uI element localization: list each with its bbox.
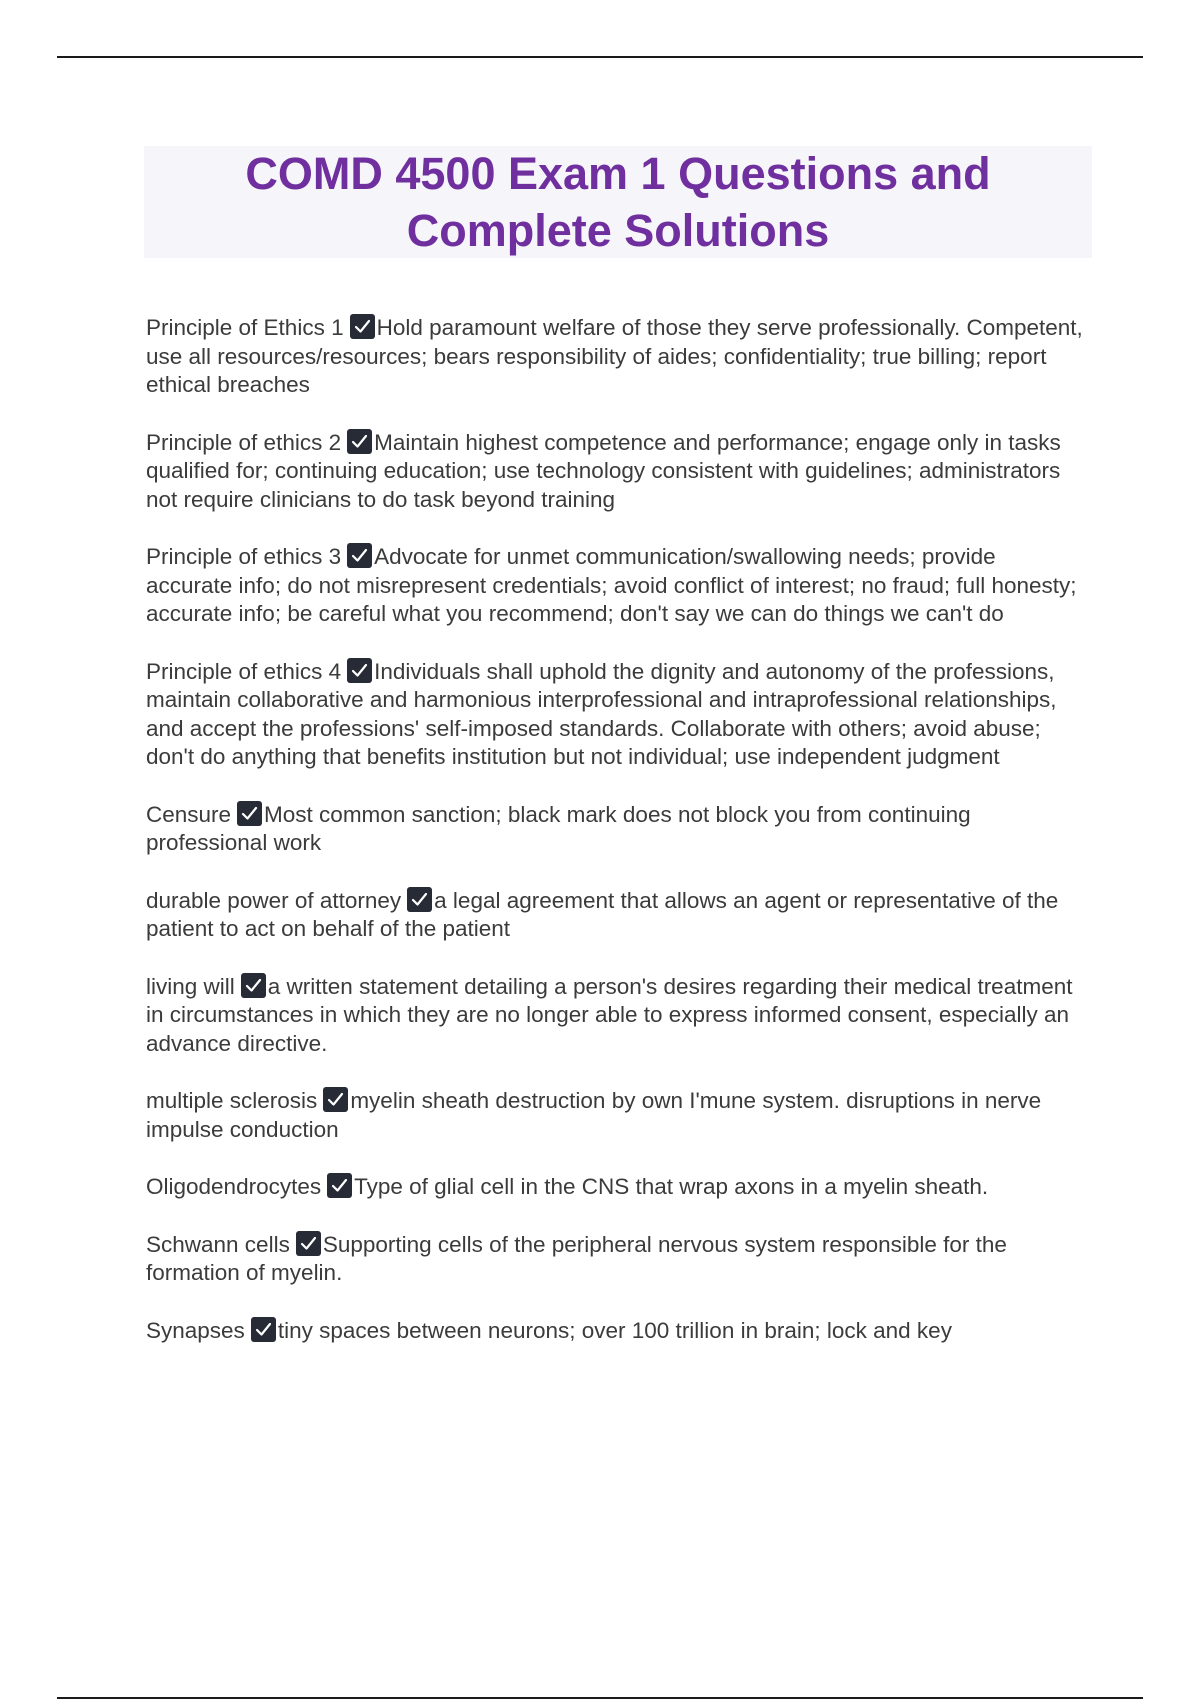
checkmark-icon [347,429,372,454]
qa-item [146,314,1086,400]
checkmark-icon [241,973,266,998]
qa-item [146,973,1086,1059]
checkmark-icon [237,801,262,826]
qa-answer: Supporting cells of the peripheral nervous system responsible for the formation of myelin. [146,1231,1007,1285]
qa-answer: Advocate for unmet communication/swallowing needs; provide accurate info; do not misrepresent credentials; avoid conflict of interest; no fraud; full honesty; accurate info; be careful what you recommend; don't say we can do things we can't do [146,544,1077,626]
qa-answer: Individuals shall uphold the dignity and autonomy of the professions, maintain collaborative and harmonious interprofessional and intraprofessional relationships, and accept the professions' self-imposed standards. Collaborate with others; avoid abuse; don't do anything that benefits institution but not individual; use independent judgment [146,658,1057,769]
qa-item [146,429,1086,515]
qa-term: Principle of ethics 2 [146,429,342,455]
checkmark-icon [296,1231,321,1256]
qa-term: multiple sclerosis [146,1088,318,1113]
checkmark-icon [350,314,375,339]
title-banner [144,146,1092,258]
page-title: COMD 4500 Exam 1 Questions and Complete Solutions [245,148,991,256]
qa-item [146,1173,1086,1202]
qa-term: living will [146,973,235,999]
qa-item [146,543,1086,629]
checkmark-icon [347,658,372,683]
qa-term: Principle of ethics 3 [146,544,342,569]
qa-item [146,1231,1086,1288]
qa-term: Oligodendrocytes [146,1174,322,1199]
qa-answer: a legal agreement that allows an agent or representative of the patient to act on behalf of the patient [146,887,1059,941]
qa-term: Principle of Ethics 1 [146,315,344,340]
qa-term: Synapses [146,1317,245,1343]
qa-answer: Hold paramount welfare of those they serve professionally. Competent, use all resources/resources; bears responsibility of aides; confidentiality; true billing; report ethical breaches [146,315,1083,397]
qa-item [146,887,1086,944]
checkmark-icon [407,887,432,912]
qa-answer: a written statement detailing a person's desires regarding their medical treatment in circumstances in which they are no longer able to express informed consent, especially an advance directive. [146,973,1073,1056]
qa-answer: tiny spaces between neurons; over 100 trillion in brain; lock and key [277,1317,952,1343]
qa-term: Censure [146,801,232,827]
qa-list [146,314,1086,1374]
qa-answer: Type of glial cell in the CNS that wrap axons in a myelin sheath. [354,1174,989,1199]
qa-term: Principle of ethics 4 [146,658,342,684]
qa-item [146,801,1086,858]
qa-item [146,1087,1086,1144]
qa-term: durable power of attorney [146,887,402,913]
bottom-rule [57,1697,1143,1699]
qa-item [146,658,1086,772]
qa-answer: Maintain highest competence and performance; engage only in tasks qualified for; continuing education; use technology consistent with guidelines; administrators not require clinicians to do task beyond training [146,429,1061,512]
checkmark-icon [251,1317,276,1342]
qa-item [146,1317,1086,1346]
checkmark-icon [347,543,372,568]
qa-answer: Most common sanction; black mark does not block you from continuing professional work [146,801,971,855]
checkmark-icon [323,1087,348,1112]
qa-term: Schwann cells [146,1231,290,1257]
top-rule [57,56,1143,58]
checkmark-icon [327,1173,352,1198]
qa-answer: myelin sheath destruction by own I'mune system. disruptions in nerve impulse conduction [146,1088,1042,1142]
